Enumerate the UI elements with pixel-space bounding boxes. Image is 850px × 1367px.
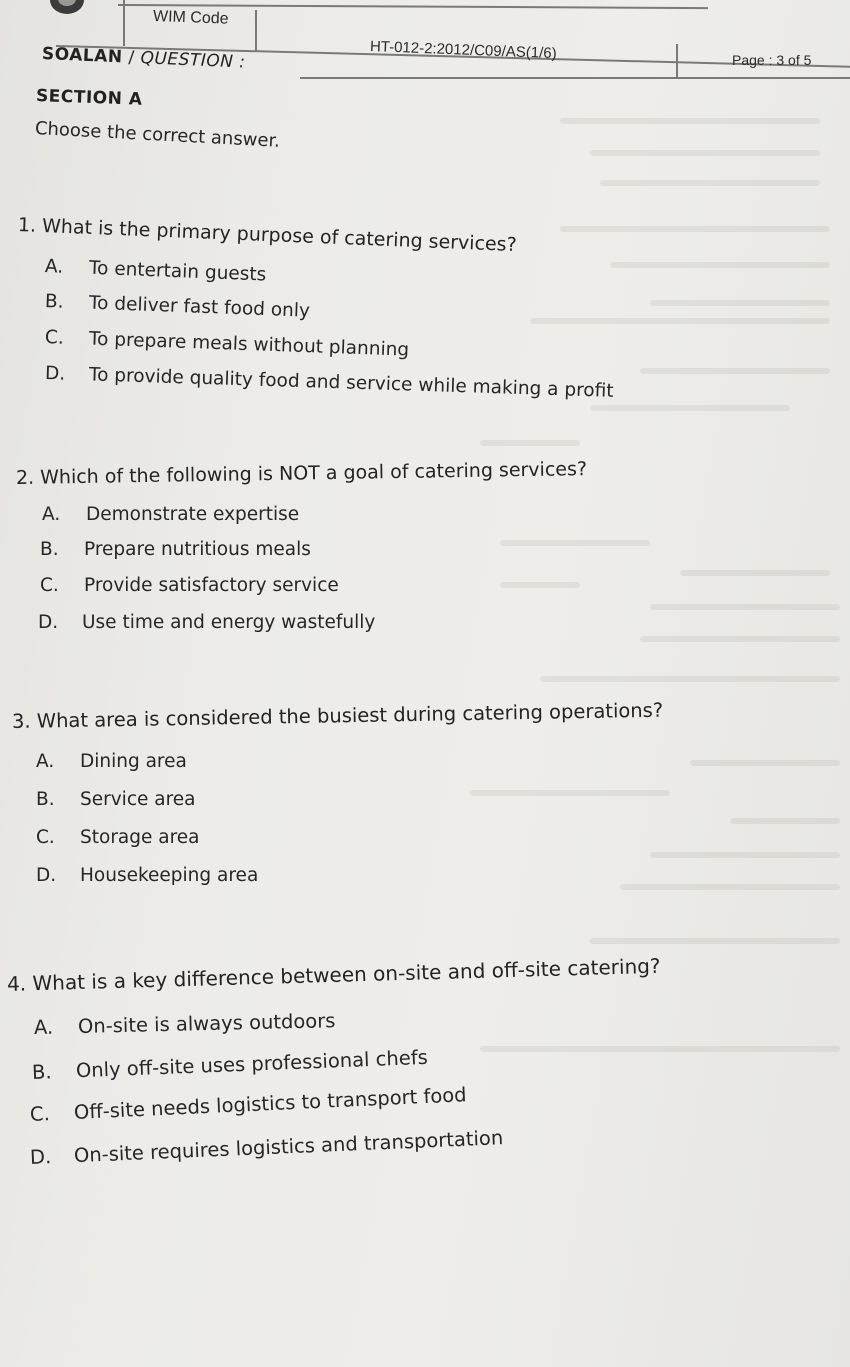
option-text: Demonstrate expertise <box>86 504 300 525</box>
option-letter: B. <box>40 539 59 560</box>
question-2-text: 2. Which of the following is NOT a goal of catering services? <box>15 458 588 489</box>
option-letter: A. <box>42 504 61 525</box>
option-letter: C. <box>36 827 55 848</box>
question-1-option-c[interactable] <box>45 327 410 361</box>
question-1-option-b[interactable] <box>45 291 311 322</box>
option-letter: D. <box>38 612 59 633</box>
institution-logo <box>50 0 84 14</box>
option-text: Storage area <box>80 827 200 848</box>
question-3-text: 3. What area is considered the busiest during catering operations? <box>11 698 664 733</box>
header-table <box>0 0 850 80</box>
question-2-option-a[interactable] <box>42 504 299 525</box>
title-separator: / <box>122 47 142 69</box>
option-letter: C. <box>40 575 59 596</box>
option-text: Housekeeping area <box>80 865 259 886</box>
wim-code-label: WIM Code <box>152 8 229 28</box>
page-label: Page : <box>732 52 773 68</box>
question-3-option-d[interactable] <box>36 865 258 886</box>
question-4-option-b[interactable] <box>32 1046 429 1084</box>
option-letter: B. <box>44 291 64 313</box>
option-letter: B. <box>36 789 55 810</box>
question-2-option-c[interactable] <box>40 575 339 596</box>
option-letter: C. <box>44 327 65 349</box>
option-letter: B. <box>31 1060 53 1084</box>
option-text: Use time and energy wastefully <box>82 612 376 633</box>
option-text: To deliver fast food only <box>88 292 311 322</box>
question-1-option-a[interactable] <box>45 256 267 285</box>
title-english: QUESTION : <box>140 48 246 73</box>
question-4-option-d[interactable] <box>30 1126 504 1169</box>
question-4-option-c[interactable] <box>29 1083 467 1126</box>
document-code: HT-012-2:2012/C09/AS(1/6) <box>369 38 557 63</box>
option-text: To prepare meals without planning <box>88 328 410 361</box>
option-letter: D. <box>44 363 66 385</box>
option-text: Provide satisfactory service <box>84 575 339 596</box>
question-3-option-b[interactable] <box>36 789 196 810</box>
question-1-option-d[interactable] <box>45 363 614 402</box>
question-4-option-a[interactable] <box>34 1009 336 1039</box>
option-text: Prepare nutritious meals <box>84 539 311 560</box>
question-2-option-d[interactable] <box>38 612 375 633</box>
option-text: Off-site needs logistics to transport food <box>73 1083 468 1124</box>
option-text: Service area <box>80 789 196 810</box>
question-3-option-c[interactable] <box>36 827 200 848</box>
option-text: On-site is always outdoors <box>77 1009 336 1038</box>
option-text: On-site requires logistics and transportation <box>73 1126 504 1168</box>
title-malay: SOALAN <box>41 44 123 68</box>
option-letter: A. <box>36 751 55 772</box>
option-text: Only off-site uses professional chefs <box>75 1045 429 1083</box>
page-indicator <box>732 52 811 68</box>
option-letter: A. <box>44 256 64 278</box>
page-value: 3 of 5 <box>776 52 812 68</box>
option-text: Dining area <box>80 751 187 772</box>
question-1-text: 1. What is the primary purpose of catering services? <box>17 214 518 257</box>
option-letter: C. <box>29 1102 51 1126</box>
option-letter: A. <box>33 1015 54 1039</box>
option-text: To provide quality food and service while making a profit <box>88 364 614 402</box>
option-letter: D. <box>29 1145 52 1169</box>
option-letter: D. <box>36 865 57 886</box>
question-3-option-a[interactable] <box>36 751 187 772</box>
question-4-text: 4. What is a key difference between on-site and off-site catering? <box>6 953 661 996</box>
section-heading: SECTION A <box>35 86 143 110</box>
question-2-option-b[interactable] <box>40 539 311 560</box>
option-text: To entertain guests <box>88 257 267 286</box>
instructions: Choose the correct answer. <box>34 118 281 152</box>
